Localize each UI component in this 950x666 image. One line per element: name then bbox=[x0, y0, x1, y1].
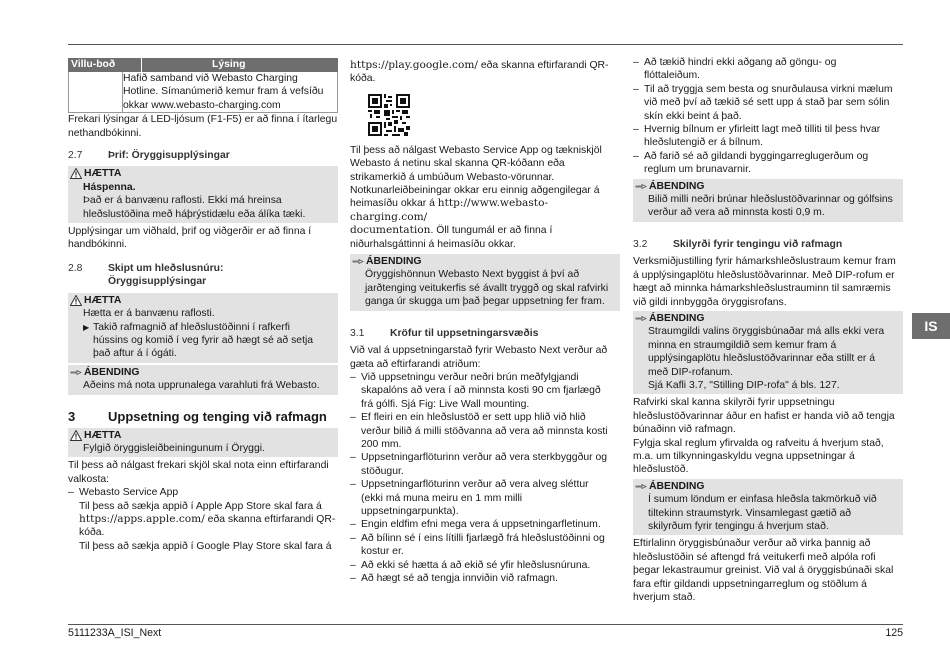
bottom-rule bbox=[68, 624, 903, 625]
footer-page-number: 125 bbox=[885, 627, 903, 639]
maintenance-paragraph: Upplýsingar um viðhald, þrif og viðgerðir er að finna í handbókinni. bbox=[68, 226, 312, 251]
service-app-paragraph: Til þess að nálgast Webasto Service App og tækniskjöl Webasto á netinu skal skanna QR-kóðann eða strikamerkið á umbúðum Webasto-vörunnar. Notkunarleiðbeiningar okkar eru einnig aðgengilegar á heimasíðu okkar á http://www.webasto-charging.com/ documentation. Öll tungumál er að finna í niðurhalsgáttinni á heimasíðu okkar. bbox=[350, 144, 602, 250]
location-paragraph: Við val á uppsetningarstað fyrir Webasto Next verður að gæta að eftirfarandi atriðum: bbox=[350, 345, 608, 370]
danger-box-high-voltage: HÆTTA Háspenna. Það er á banvænu raflosti. Ekki má hreinsa hleðslustöðina með háþrýstidælu eða álíka tæki. bbox=[68, 166, 338, 223]
triangle-bullet-icon: ▶ bbox=[83, 322, 90, 332]
google-store-text: Til þess að sækja appið í Google Play Store skal fara á bbox=[79, 540, 332, 552]
section-3-2-heading: 3.2 Skilyrði fyrir tengingu við rafmagn bbox=[633, 238, 843, 250]
section-3-heading: 3 Uppsetning og tenging við rafmagn bbox=[68, 408, 327, 424]
notice-box-spare-parts: ÁBENDING Aðeins má nota upprunalega varahluti frá Webasto. bbox=[68, 365, 338, 395]
pointing-hand-icon bbox=[635, 481, 647, 492]
list-item: – Að tækið hindri ekki aðgang að göngu- og flóttaleiðum. bbox=[633, 57, 837, 82]
location-requirements-list bbox=[350, 371, 620, 586]
language-tab: IS bbox=[912, 313, 950, 339]
list-item: – Að farið sé að gildandi byggingarreglugerðum og reglum um brunavarnir. bbox=[633, 150, 869, 176]
section-2-8-heading: 2.8 Skipt um hleðslusnúru: Öryggisupplýsingar bbox=[68, 262, 224, 288]
table-row bbox=[68, 72, 338, 113]
warning-icon bbox=[70, 430, 82, 441]
list-item: – Að bílinn sé í eins lítilli fjarlægð frá hleðslustöðinni og kostur er. bbox=[350, 532, 605, 558]
apple-store-text: Til þess að sækja appið í Apple App Store skal fara á https://apps.apple.com/ eða skanna eftirfarandi QR- kóða. bbox=[79, 500, 336, 539]
column-3 bbox=[633, 56, 903, 604]
list-item: – Engin eldfim efni mega vera á uppsetningarfletinum. bbox=[350, 519, 601, 531]
apple-store-link[interactable]: https://apps.apple.com/ bbox=[79, 512, 205, 525]
section-3-1-heading: 3.1 Kröfur til uppsetningarsvæðis bbox=[350, 327, 539, 339]
list-item: – Að ekki sé hætta á að ekið sé yfir hleðslusnúruna. bbox=[350, 559, 591, 571]
dip-switch-reference[interactable]: Sjá Kafli 3.7, "Stilling DIP-rofa" á bls. 127. bbox=[648, 379, 840, 391]
pointing-hand-icon bbox=[352, 256, 364, 267]
list-item: ▶ Takið rafmagnið af hleðslustöðinni í rafkerfi hússins og komið í veg fyrir að hægt sé að setja það aftur á í ógáti. bbox=[83, 321, 314, 360]
table-header-description: Lýsing bbox=[212, 59, 246, 70]
location-requirements-list-cont bbox=[633, 56, 903, 177]
top-rule bbox=[68, 44, 903, 45]
google-play-url-line: https://play.google.com/ eða skanna eftirfarandi QR- kóða. bbox=[350, 59, 609, 85]
danger-box-safety: HÆTTA Fylgið öryggisleiðbeiningunum í Öryggi. bbox=[68, 428, 338, 458]
notice-box-grounding: ÁBENDING Öryggishönnun Webasto Next byggist á því að jarðtenging veitukerfis sé ávallt tryggð og skal rafvirki ganga úr skugga um það þegar uppsetning fer fram. bbox=[350, 254, 620, 311]
list-item: – Ef fleiri en ein hleðslustöð er sett upp hlið við hlið verður bilið á milli stöðvanna að vera að minnsta kosti 200 mm. bbox=[350, 412, 608, 450]
protection-device-paragraph: Eftirlalinn öryggisbúnaður verður að virka þannig að hleðslustöðin sé aftengd frá veitukerfi með alpóla rofi þegar lekastraumur greinist. Við val á öryggisbúnaði skal fara eftir gildandi uppsetningarreglum og stöðlum á hverjum stað. bbox=[633, 538, 894, 604]
list-item: – Uppsetningarflöturinn verður að vera sterkbyggður og stöðugur. bbox=[350, 452, 608, 477]
led-paragraph: Frekari lýsingar á LED-ljósum (F1-F5) er að finna í ítarlegu nethandbókinni. bbox=[68, 114, 338, 139]
documentation-link[interactable]: http://www.webasto-charging.com/ bbox=[350, 197, 549, 223]
list-item: – Webasto Service App bbox=[68, 487, 179, 499]
electrician-paragraph: Rafvirki skal kanna skilyrði fyrir uppsetningu hleðslustöðvarinnar áður en hafist er handa við að tengja búnaðinn við rafmagn. Fylgja skal reglum yfirvalda og rafveitu á hverjum stað, m.a. um tilkynningaskyldu vegna uppsetningar á hleðslustöð. bbox=[633, 397, 895, 476]
warning-icon bbox=[70, 295, 82, 306]
notice-box-current-value: ÁBENDING Straumgildi valins öryggisbúnaðar má alls ekki vera minna en straumgildið sem kemur fram á upplýsingaplötu hleðslustöðvarinnar eða stillt er á með DIP-rofanum. Sjá Kafli 3.7, "Stilling DIP-rofa" á bls. 127. bbox=[633, 311, 903, 394]
qr-code-icon[interactable] bbox=[368, 94, 410, 136]
documents-paragraph: Til þess að nálgast frekari skjöl skal nota einn eftirfarandi valkosta: bbox=[68, 460, 329, 485]
pointing-hand-icon bbox=[635, 181, 647, 192]
warning-icon bbox=[70, 168, 82, 179]
table-header-error: Villu-boð bbox=[68, 58, 142, 72]
factory-setting-paragraph: Verksmiðjustilling fyrir hámarkshleðslustraum kemur fram á upplýsingaplötu hleðslustöðvarinnar. Með DIP-rofum er hægt að minnka hámarkshleðslustrauminn til samræmis við gildi innbyggða öryggisrofans. bbox=[633, 256, 896, 308]
notice-box-single-phase: ÁBENDING Í sumum löndum er einfasa hleðsla takmörkuð við tiltekinn straumstyrk. Vinsamlegast gætið að skilyrðum fyrir tengingu á hverjum stað. bbox=[633, 479, 903, 536]
footer-doc-id: 5111233A_ISI_Next bbox=[68, 627, 162, 639]
column-2 bbox=[350, 56, 620, 585]
list-item: – Hvernig bílnum er yfirleitt lagt með tilliti til þess hvar hleðslutengið er á bílnum. bbox=[633, 124, 881, 149]
table-header bbox=[68, 58, 338, 72]
section-2-7-heading: 2.7 Þrif: Öryggisupplýsingar bbox=[68, 150, 230, 162]
notice-box-clearance: ÁBENDING Bilið milli neðri brúnar hleðslustöðvarinnar og gólfsins verður að vera að minnsta kosti 0,9 m. bbox=[633, 179, 903, 222]
table-cell-description: Hafið samband við Webasto Charging Hotline. Símanúmerið kemur fram á vefsíðu okkar www.webasto-charging.com bbox=[123, 73, 324, 111]
list-item: – Við uppsetningu verður neðri brún meðfylgjandi skapalóns að vera í að minnsta kosti 90 cm fjarlægð frá gólfi. Sjá Fig: Live Wall mounting. bbox=[350, 371, 601, 410]
column-1 bbox=[68, 56, 338, 553]
pointing-hand-icon bbox=[635, 313, 647, 324]
google-play-link[interactable]: https://play.google.com/ bbox=[350, 59, 478, 71]
list-item: – Til að tryggja sem besta og snurðulausa virkni mælum við með því að tækið sé sett upp á stað þar sem sólin skín ekki beint á það. bbox=[633, 83, 893, 122]
pointing-hand-icon bbox=[70, 367, 82, 378]
list-item: – Að hægt sé að tengja innviðin við rafmagn. bbox=[350, 573, 558, 584]
danger-box-electric-shock: HÆTTA Hætta er á banvænu raflosti. ▶ Takið rafmagnið af hleðslustöðinni í rafkerfi hússins og komið í veg fyrir að hægt sé að setja það aftur á í ógáti. bbox=[68, 293, 338, 363]
list-item: – Uppsetningarflöturinn verður að vera alveg sléttur (ekki má muna meiru en 1 mm milli uppsetningarpunkta). bbox=[350, 479, 589, 517]
documentation-link-cont[interactable]: documentation bbox=[350, 224, 431, 237]
